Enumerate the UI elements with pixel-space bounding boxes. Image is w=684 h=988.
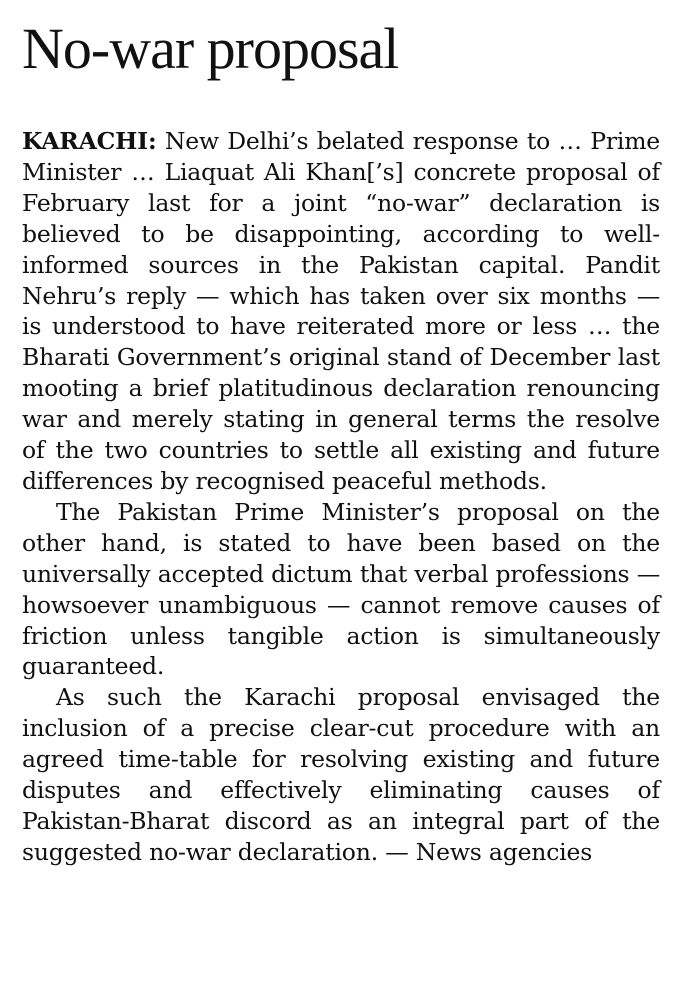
- article-headline: No-war proposal: [22, 16, 399, 81]
- article-body: [22, 126, 660, 868]
- article-paragraph-1: [22, 126, 660, 497]
- article-paragraph-1-text: New Delhi’s belated response to … Prime Minister … Liaquat Ali Khan[’s] concrete proposal of February last for a joint “no-war” declaration is believed to be disappointing, according to well-informed sources in the Pakistan capital. Pandit Nehru’s reply — which has taken over six months — is understood to have reiterated more or less … the Bharati Government’s original stand of December last mooting a brief platitudinous declaration renouncing war and merely stating in general terms the resolve of the two countries to settle all existing and future differences by recognised peaceful methods.: [22, 127, 660, 495]
- article-dateline: KARACHI:: [22, 127, 157, 155]
- article-paragraph-3: As such the Karachi proposal envisaged the inclusion of a precise clear-cut procedure with an agreed time-table for resolving existing and future disputes and effectively eliminating causes of Pakistan-Bharat discord as an integral part of the suggested no-war declaration. — News agencies: [22, 683, 660, 866]
- news-article: [22, 14, 660, 868]
- article-paragraph-2: The Pakistan Prime Minister’s proposal on the other hand, is stated to have been based on the universally accepted dictum that verbal professions — howsoever unambiguous — cannot remove causes of friction unless tangible action is simultaneously guaranteed.: [22, 497, 660, 681]
